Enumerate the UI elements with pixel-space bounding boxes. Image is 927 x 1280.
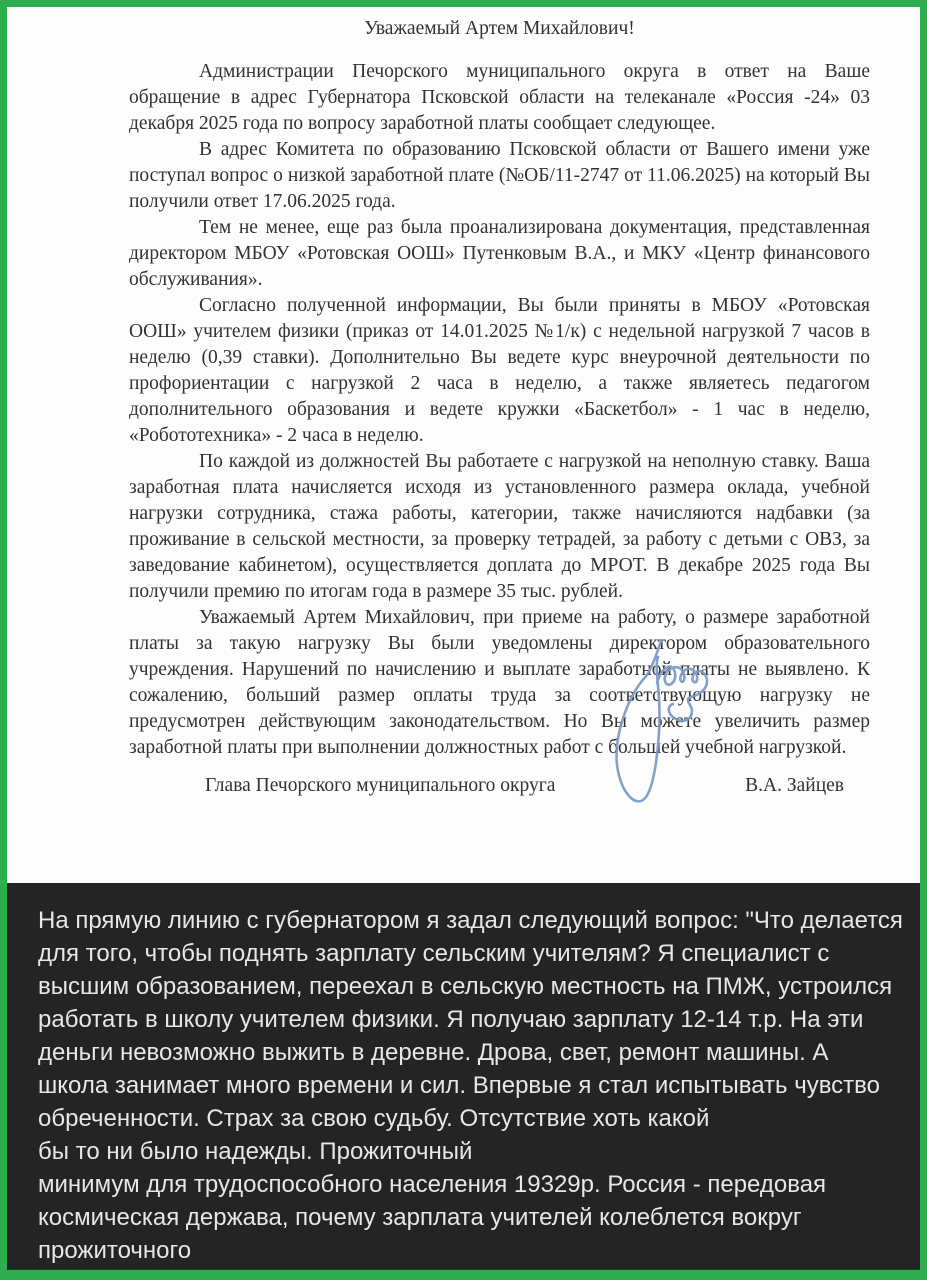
comment-line: высшим образованием, переехал в сельскую местность на ПМЖ, устроился: [38, 973, 893, 1000]
commentary-text: [7, 883, 920, 1267]
comment-line: бы то ни было надежды. Прожиточный: [38, 1138, 473, 1165]
comment-line: работать в школу учителем физики. Я получаю зарплату 12-14 т.р. На эти: [38, 1006, 864, 1033]
letter-paragraph: В адрес Комитета по образованию Псковской области от Вашего имени уже поступал вопрос о низкой заработной плате (№ОБ/11-2747 от 11.06.2025) на который Вы получили ответ 17.06.2025 года.: [129, 139, 870, 212]
letter-paragraph: Согласно полученной информации, Вы были приняты в МБОУ «Ротовская ООШ» учителем физики (приказ от 14.01.2025 №1/к) с недельной нагрузкой 7 часов в неделю (0,39 ставки). Дополнительно Вы ведете курс внеурочной деятельности по профориентации с нагрузкой 2 часа в неделю, а также являетесь педагогом дополнительного образования и ведете кружки «Баскетбол» - 1 час в неделю, «Робототехника» - 2 часа в неделю.: [129, 295, 870, 446]
letter-paragraph: Администрации Печорского муниципального округа в ответ на Ваше обращение в адрес Губернатора Псковской области на телеканале «Россия -24» 03 декабря 2025 года по вопросу заработной платы сообщает следующее.: [129, 61, 870, 134]
comment-line: минимум для трудоспособного населения 19329р. Россия - передовая: [38, 1171, 827, 1198]
letter-body: [7, 7, 920, 799]
signature-row: [129, 773, 870, 799]
comment-line: прожиточного: [38, 1237, 192, 1264]
commentary-panel: [7, 883, 920, 1270]
letter-page: [7, 7, 920, 883]
comment-line: для того, чтобы поднять зарплату сельским учителям? Я специалист с: [38, 940, 830, 967]
letter-paragraph: Уважаемый Артем Михайлович, при приеме на работу, о размере заработной платы за такую нагрузку Вы были уведомлены директором образовательного учреждения. Нарушений по начислению и выплате заработной платы не выявлено. К сожалению, больший размер оплаты труда за соответствующую нагрузку не предусмотрен действующим законодательством. Но Вы можете увеличить размер заработной платы при выполнении должностных работ с большей учебной нагрузкой.: [129, 607, 870, 758]
comment-line: школа занимает много времени и сил. Впервые я стал испытывать чувство: [38, 1072, 881, 1099]
signer-position: Глава Печорского муниципального округа: [205, 775, 556, 796]
letter-salutation: Уважаемый Артем Михайлович!: [364, 18, 635, 39]
comment-line: На прямую линию с губернатором я задал следующий вопрос: "Что делается: [38, 907, 903, 934]
signer-name: В.А. Зайцев: [745, 775, 844, 796]
letter-paragraph: Тем не менее, еще раз была проанализирована документация, представленная директором МБОУ «Ротовская ООШ» Путенковым В.А., и МКУ «Центр финансового обслуживания».: [129, 217, 870, 290]
comment-line: деньги невозможно выжить в деревне. Дрова, свет, ремонт машины. А: [38, 1039, 829, 1066]
comment-line: космическая держава, почему зарплата учителей колеблется вокруг: [38, 1204, 802, 1231]
comment-line: обреченности. Страх за свою судьбу. Отсутствие хоть какой: [38, 1105, 710, 1132]
letter-paragraph: По каждой из должностей Вы работаете с нагрузкой на неполную ставку. Ваша заработная плата начисляется исходя из установленного размера оклада, учебной нагрузки сотрудника, стажа работы, категории, также начисляются надбавки (за проживание в сельской местности, за проверку тетрадей, за работу с детьми с ОВЗ, за заведование кабинетом), осуществляется доплата до МРОТ. В декабре 2025 года Вы получили премию по итогам года в размере 35 тыс. рублей.: [129, 451, 870, 602]
